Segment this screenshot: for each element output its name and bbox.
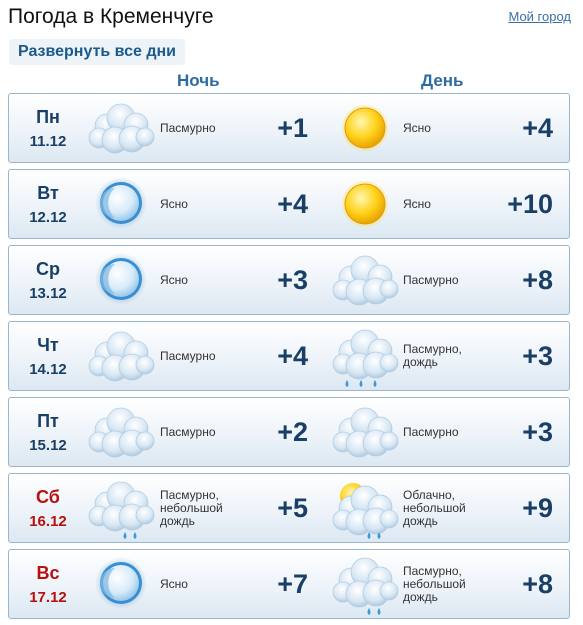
day-date: 11.12 [29,133,67,150]
cloudy-light-rain-icon [329,552,401,618]
day-temperature: +3 [522,416,553,447]
moon-icon [85,248,157,314]
cloudy-icon [85,96,157,162]
day-condition: Пасмурно, дождь [403,342,462,369]
day-temperature: +4 [522,112,553,143]
moon-icon-svg [85,552,157,618]
night-temperature: +5 [277,492,308,523]
day-condition: Пасмурно [403,272,459,287]
sun-icon-svg [329,172,401,238]
day-temperature: +10 [507,188,553,219]
moon-icon [85,172,157,238]
day-name: Чт [37,335,59,355]
cloudy-icon [329,248,401,314]
night-temperature: +7 [277,568,308,599]
day-temperature: +3 [522,340,553,371]
sun-icon [329,96,401,162]
day-name: Вт [37,183,59,203]
partly-cloudy-rain-icon [329,476,401,542]
cloudy-icon [85,400,157,466]
day-date: 17.12 [29,589,67,606]
night-column-header: Ночь [177,71,220,90]
night-temperature: +2 [277,416,308,447]
day-row[interactable] [8,549,570,619]
partly-cloudy-rain-icon-svg [329,476,401,542]
day-condition: Ясно [403,120,431,135]
cloudy-icon-svg [85,400,157,466]
day-name: Сб [36,487,60,507]
cloudy-icon-svg [329,248,401,314]
night-temperature: +1 [277,112,308,143]
moon-icon-svg [85,248,157,314]
night-condition: Пасмурно [160,424,216,439]
day-name: Вс [36,563,60,583]
day-row[interactable] [8,397,570,467]
day-temperature: +8 [522,568,553,599]
night-condition: Пасмурно, небольшой дождь [160,487,223,528]
day-row[interactable] [8,321,570,391]
cloudy-icon [85,324,157,390]
cloudy-icon [329,400,401,466]
day-condition: Ясно [403,196,431,211]
day-date: 16.12 [29,513,67,530]
day-condition: Облачно, небольшой дождь [403,487,466,528]
day-temperature: +9 [522,492,553,523]
sun-icon-svg [329,96,401,162]
cloudy-icon-svg [85,96,157,162]
day-row[interactable] [8,93,570,163]
day-condition: Пасмурно [403,424,459,439]
page-title: Погода в Кременчуге [8,5,214,28]
night-temperature: +4 [277,188,308,219]
day-date: 13.12 [29,285,67,302]
day-row[interactable] [8,169,570,239]
cloudy-rain-icon [329,324,401,390]
day-row[interactable] [8,245,570,315]
night-temperature: +4 [277,340,308,371]
cloudy-light-rain-icon-svg [329,552,401,618]
cloudy-light-rain-icon-svg [85,476,157,542]
day-column-header: День [421,71,464,90]
night-condition: Ясно [160,272,188,287]
day-temperature: +8 [522,264,553,295]
day-name: Пн [36,107,60,127]
day-row[interactable] [8,473,570,543]
night-condition: Пасмурно [160,120,216,135]
moon-icon-svg [85,172,157,238]
sun-icon [329,172,401,238]
night-condition: Пасмурно [160,348,216,363]
cloudy-icon-svg [85,324,157,390]
night-condition: Ясно [160,576,188,591]
day-date: 12.12 [29,209,67,226]
moon-icon [85,552,157,618]
day-date: 15.12 [29,437,67,454]
night-condition: Ясно [160,196,188,211]
forecast-list [8,93,570,625]
my-city-link[interactable]: Мой город [508,9,571,24]
cloudy-icon-svg [329,400,401,466]
night-temperature: +3 [277,264,308,295]
expand-all-days-button[interactable]: Развернуть все дни [9,39,185,65]
cloudy-light-rain-icon [85,476,157,542]
day-condition: Пасмурно, небольшой дождь [403,563,466,604]
cloudy-rain-icon-svg [329,324,401,390]
day-date: 14.12 [29,361,67,378]
day-name: Ср [36,259,60,279]
day-name: Пт [37,411,59,431]
